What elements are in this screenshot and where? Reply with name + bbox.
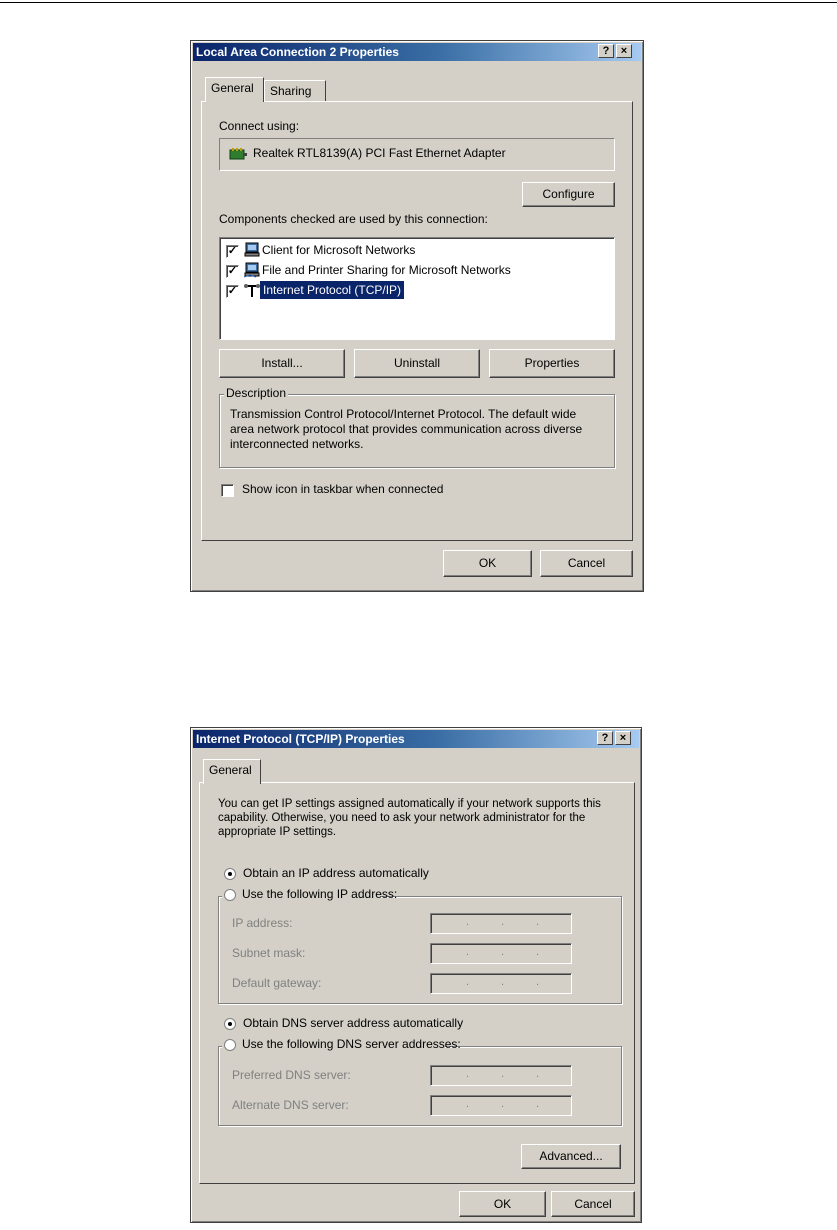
- lan-properties-titlebar[interactable]: [193, 43, 641, 61]
- preferred-dns-field[interactable]: [430, 1065, 572, 1086]
- general-tab-panel: [201, 101, 633, 541]
- close-button[interactable]: ×: [616, 44, 632, 58]
- alternate-dns-field[interactable]: [430, 1095, 572, 1116]
- network-adapter-icon: [229, 147, 247, 161]
- obtain-ip-auto-radio[interactable]: [224, 868, 236, 880]
- use-following-dns-radio[interactable]: [224, 1039, 236, 1051]
- component-checkbox-client[interactable]: ✓: [227, 245, 238, 257]
- ok-button[interactable]: OK: [459, 1191, 546, 1217]
- protocol-icon: [244, 282, 260, 298]
- ip-octet-separator: .: [536, 916, 540, 928]
- component-checkbox-file-printer[interactable]: ✓: [227, 265, 238, 277]
- lan-properties-dialog: [190, 40, 644, 592]
- use-following-ip-legend: [222, 887, 398, 903]
- radio-selected-dot: [228, 872, 232, 876]
- show-icon-label[interactable]: Show icon in taskbar when connected: [242, 482, 444, 496]
- ip-octet-separator: .: [501, 916, 505, 928]
- file-printer-sharing-icon: [244, 262, 260, 278]
- ip-octet-separator: .: [536, 1068, 540, 1080]
- component-label-client[interactable]: Client for Microsoft Networks: [262, 243, 416, 257]
- ip-octet-separator: .: [466, 1068, 470, 1080]
- use-following-ip-label[interactable]: Use the following IP address:: [242, 887, 398, 901]
- ip-octet-separator: .: [536, 976, 540, 988]
- ip-octet-separator: .: [466, 1098, 470, 1110]
- obtain-dns-auto-label[interactable]: Obtain DNS server address automatically: [243, 1016, 464, 1030]
- help-button[interactable]: ?: [598, 44, 614, 58]
- preferred-dns-label: Preferred DNS server:: [232, 1068, 351, 1082]
- use-following-dns-legend: [222, 1037, 461, 1053]
- show-icon-checkbox[interactable]: [221, 484, 234, 497]
- tab-general[interactable]: General: [203, 759, 261, 784]
- close-button[interactable]: ×: [615, 731, 631, 745]
- alternate-dns-label: Alternate DNS server:: [232, 1098, 349, 1112]
- ip-octet-separator: .: [466, 946, 470, 958]
- tab-sharing[interactable]: Sharing: [264, 80, 326, 102]
- description-text: Transmission Control Protocol/Internet Protocol. The default wide area network protocol that provides communication across diverse interconnected networks.: [230, 407, 583, 451]
- general-tab-panel: [199, 782, 635, 1184]
- dialog-title: Local Area Connection 2 Properties: [196, 45, 399, 59]
- component-label-tcpip[interactable]: Internet Protocol (TCP/IP): [260, 281, 404, 299]
- subnet-mask-field[interactable]: [430, 943, 572, 964]
- radio-selected-dot: [228, 1022, 232, 1026]
- tcpip-properties-titlebar[interactable]: [193, 730, 639, 748]
- description-group: [219, 394, 615, 468]
- component-label-file-printer[interactable]: File and Printer Sharing for Microsoft Networks: [262, 263, 511, 277]
- cancel-button[interactable]: Cancel: [540, 550, 633, 577]
- ip-octet-separator: .: [501, 946, 505, 958]
- ip-octet-separator: .: [466, 976, 470, 988]
- uninstall-button[interactable]: Uninstall: [354, 349, 480, 378]
- subnet-mask-label: Subnet mask:: [232, 946, 306, 960]
- ip-address-field[interactable]: [430, 913, 572, 934]
- use-following-ip-radio[interactable]: [224, 889, 236, 901]
- network-client-icon: [244, 242, 260, 258]
- connect-using-label: Connect using:: [219, 119, 300, 133]
- ip-octet-separator: .: [466, 916, 470, 928]
- page-top-rule: [0, 2, 837, 3]
- install-button[interactable]: Install...: [219, 349, 345, 378]
- default-gateway-label: Default gateway:: [232, 976, 322, 990]
- advanced-button[interactable]: Advanced...: [521, 1144, 621, 1169]
- help-button[interactable]: ?: [597, 731, 613, 745]
- ip-address-label: IP address:: [232, 916, 293, 930]
- description-title: Description: [226, 386, 287, 400]
- adapter-name: Realtek RTL8139(A) PCI Fast Ethernet Adapter: [253, 146, 506, 160]
- dialog-title: Internet Protocol (TCP/IP) Properties: [196, 732, 405, 746]
- tcpip-properties-dialog: [190, 727, 642, 1223]
- ok-button[interactable]: OK: [443, 550, 532, 577]
- default-gateway-field[interactable]: [430, 973, 572, 994]
- configure-button[interactable]: Configure: [522, 182, 615, 207]
- components-label: Components checked are used by this connection:: [219, 212, 488, 226]
- tab-general[interactable]: General: [205, 77, 264, 102]
- intro-text: You can get IP settings assigned automatically if your network supports this capability. Otherwise, you need to ask your network administrator for the appropriate IP settings.: [218, 798, 601, 838]
- ip-octet-separator: .: [501, 1068, 505, 1080]
- ip-octet-separator: .: [536, 1098, 540, 1110]
- ip-octet-separator: .: [501, 976, 505, 988]
- ip-octet-separator: .: [501, 1098, 505, 1110]
- cancel-button[interactable]: Cancel: [551, 1191, 635, 1217]
- obtain-dns-auto-radio[interactable]: [224, 1018, 236, 1030]
- obtain-ip-auto-label[interactable]: Obtain an IP address automatically: [243, 866, 429, 880]
- adapter-field: [219, 138, 615, 171]
- use-following-dns-label[interactable]: Use the following DNS server addresses:: [242, 1037, 461, 1051]
- component-checkbox-tcpip[interactable]: ✓: [227, 285, 238, 297]
- ip-octet-separator: .: [536, 946, 540, 958]
- components-list[interactable]: [219, 237, 615, 340]
- properties-button[interactable]: Properties: [489, 349, 615, 378]
